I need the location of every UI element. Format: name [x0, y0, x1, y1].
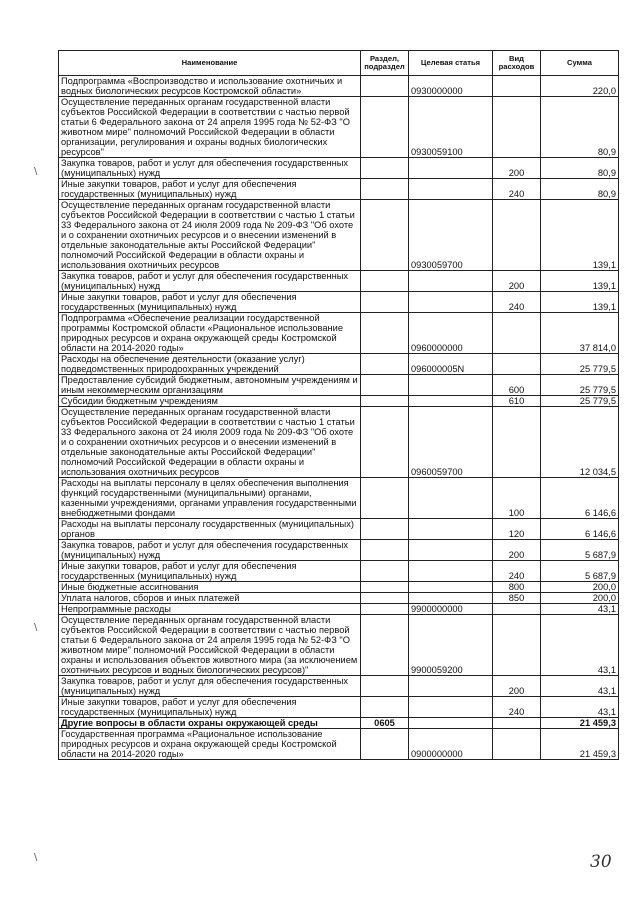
table-row: [59, 158, 619, 179]
cell-summa: 37 814,0: [541, 313, 619, 354]
cell-vid: [493, 729, 541, 760]
cell-celevaya: [409, 540, 493, 561]
cell-name: Иные бюджетные ассигнования: [59, 582, 361, 593]
cell-celevaya: [409, 292, 493, 313]
cell-summa: 80,9: [541, 179, 619, 200]
page-number: 30: [590, 852, 612, 872]
cell-summa: 200,0: [541, 593, 619, 604]
cell-razdel: 0605: [361, 718, 409, 729]
cell-vid: 200: [493, 676, 541, 697]
cell-summa: 200,0: [541, 582, 619, 593]
cell-celevaya: 9900059200: [409, 615, 493, 676]
cell-vid: 240: [493, 292, 541, 313]
cell-name: Иные закупки товаров, работ и услуг для обеспечения государственных (муниципальных) нужд: [59, 292, 361, 313]
table-row: [59, 540, 619, 561]
cell-razdel: [361, 375, 409, 396]
table-body: [59, 76, 619, 760]
header-razdel: Раздел, подраздел: [361, 51, 409, 76]
cell-name: Расходы на выплаты персоналу государственных (муниципальных) органов: [59, 519, 361, 540]
cell-razdel: [361, 729, 409, 760]
cell-summa: 80,9: [541, 97, 619, 158]
table-row: [59, 97, 619, 158]
cell-celevaya: 0960059700: [409, 407, 493, 478]
cell-vid: [493, 200, 541, 271]
cell-vid: 200: [493, 271, 541, 292]
margin-mark: \: [34, 852, 38, 863]
cell-name: Подпрограмма «Обеспечение реализации государственной программы Костромской области «Рациональное использование природных ресурсов и охрана окружающей среды Костромской области на 2014-2020 годы»: [59, 313, 361, 354]
cell-vid: 200: [493, 158, 541, 179]
cell-vid: 200: [493, 540, 541, 561]
table-row: [59, 354, 619, 375]
margin-mark: \: [34, 166, 38, 177]
cell-razdel: [361, 676, 409, 697]
cell-summa: 43,1: [541, 697, 619, 718]
cell-vid: [493, 76, 541, 97]
cell-vid: [493, 407, 541, 478]
cell-name: Подпрограмма «Воспроизводство и использование охотничьих и водных биологических ресурсов Костромской области»: [59, 76, 361, 97]
cell-razdel: [361, 604, 409, 615]
cell-celevaya: [409, 519, 493, 540]
cell-celevaya: 0930059700: [409, 200, 493, 271]
cell-razdel: [361, 478, 409, 519]
cell-vid: 100: [493, 478, 541, 519]
cell-razdel: [361, 519, 409, 540]
table-row: [59, 200, 619, 271]
cell-celevaya: [409, 396, 493, 407]
cell-summa: 43,1: [541, 676, 619, 697]
table-row: [59, 582, 619, 593]
cell-summa: 5 687,9: [541, 561, 619, 582]
cell-name: Государственная программа «Рациональное использование природных ресурсов и охрана окружающей среды Костромской области на 2014-2020 годы»: [59, 729, 361, 760]
cell-vid: 240: [493, 697, 541, 718]
cell-celevaya: [409, 676, 493, 697]
cell-razdel: [361, 158, 409, 179]
cell-razdel: [361, 271, 409, 292]
table-header: [59, 51, 619, 76]
cell-razdel: [361, 179, 409, 200]
table-row: [59, 593, 619, 604]
cell-name: Предоставление субсидий бюджетным, автономным учреждениям и иным некоммерческим организациям: [59, 375, 361, 396]
cell-name: Осуществление переданных органам государственной власти субъектов Российской Федерации в соответствии с частью 1 статьи 33 Федерального закона от 24 июля 2009 года № 209-ФЗ "Об охоте и о сохранении охотничьих ресурсов и о внесении изменений в отдельные законодательные акты Российской Федерации" полномочий Российской Федерации в области охраны и использования охотничьих ресурсов: [59, 407, 361, 478]
cell-vid: 800: [493, 582, 541, 593]
cell-vid: 850: [493, 593, 541, 604]
cell-celevaya: [409, 375, 493, 396]
table-row: [59, 292, 619, 313]
cell-summa: 21 459,3: [541, 718, 619, 729]
cell-celevaya: 0930000000: [409, 76, 493, 97]
cell-summa: 80,9: [541, 158, 619, 179]
table-row: [59, 396, 619, 407]
cell-razdel: [361, 615, 409, 676]
cell-summa: 139,1: [541, 271, 619, 292]
cell-name: Закупка товаров, работ и услуг для обеспечения государственных (муниципальных) нужд: [59, 158, 361, 179]
table-row: [59, 478, 619, 519]
cell-celevaya: 0960000000: [409, 313, 493, 354]
cell-celevaya: [409, 582, 493, 593]
cell-razdel: [361, 354, 409, 375]
cell-celevaya: [409, 158, 493, 179]
cell-summa: 43,1: [541, 604, 619, 615]
cell-razdel: [361, 561, 409, 582]
header-name: Наименование: [59, 51, 361, 76]
table-row: [59, 561, 619, 582]
cell-summa: 21 459,3: [541, 729, 619, 760]
table-row: [59, 407, 619, 478]
cell-vid: 240: [493, 179, 541, 200]
cell-vid: 600: [493, 375, 541, 396]
cell-name: Субсидии бюджетным учреждениям: [59, 396, 361, 407]
table-row: [59, 519, 619, 540]
cell-celevaya: [409, 271, 493, 292]
cell-razdel: [361, 540, 409, 561]
cell-razdel: [361, 292, 409, 313]
margin-mark: \: [34, 622, 38, 633]
cell-vid: [493, 354, 541, 375]
cell-razdel: [361, 396, 409, 407]
cell-razdel: [361, 200, 409, 271]
header-vid: Вид расходов: [493, 51, 541, 76]
cell-summa: 25 779,5: [541, 354, 619, 375]
cell-celevaya: 0930059100: [409, 97, 493, 158]
cell-summa: 43,1: [541, 615, 619, 676]
cell-name: Иные закупки товаров, работ и услуг для обеспечения государственных (муниципальных) нужд: [59, 179, 361, 200]
table-row: [59, 313, 619, 354]
cell-name: Непрограммные расходы: [59, 604, 361, 615]
cell-razdel: [361, 593, 409, 604]
cell-name: Закупка товаров, работ и услуг для обеспечения государственных (муниципальных) нужд: [59, 676, 361, 697]
table-row: [59, 179, 619, 200]
cell-vid: 240: [493, 561, 541, 582]
cell-vid: 610: [493, 396, 541, 407]
cell-celevaya: [409, 561, 493, 582]
cell-celevaya: [409, 593, 493, 604]
cell-celevaya: [409, 697, 493, 718]
table-row: [59, 604, 619, 615]
cell-name: Расходы на обеспечение деятельности (оказание услуг) подведомственных природоохранных учреждений: [59, 354, 361, 375]
cell-summa: 220,0: [541, 76, 619, 97]
header-summa: Сумма: [541, 51, 619, 76]
cell-name: Осуществление переданных органам государственной власти субъектов Российской Федерации в соответствии с частью первой статьи 6 Федерального закона от 24 апреля 1995 года № 52-ФЗ "О животном мире" полномочий Российской Федерации в области охраны и использования объектов животного мира (за исключением охотничьих ресурсов и водных биологических ресурсов)": [59, 615, 361, 676]
table-row: [59, 375, 619, 396]
budget-table: [58, 50, 619, 760]
cell-celevaya: [409, 179, 493, 200]
table-row: [59, 697, 619, 718]
cell-razdel: [361, 76, 409, 97]
table-row: [59, 615, 619, 676]
cell-name: Расходы на выплаты персоналу в целях обеспечения выполнения функций государственными (муниципальными) органами, казенными учреждениями, органами управления государственными внебюджетными фондами: [59, 478, 361, 519]
cell-celevaya: 096000005N: [409, 354, 493, 375]
cell-name: Иные закупки товаров, работ и услуг для обеспечения государственных (муниципальных) нужд: [59, 561, 361, 582]
cell-vid: [493, 718, 541, 729]
cell-vid: 120: [493, 519, 541, 540]
cell-name: Уплата налогов, сборов и иных платежей: [59, 593, 361, 604]
cell-celevaya: 0900000000: [409, 729, 493, 760]
cell-summa: 25 779,5: [541, 375, 619, 396]
cell-summa: 139,1: [541, 200, 619, 271]
cell-vid: [493, 615, 541, 676]
cell-name: Другие вопросы в области охраны окружающей среды: [59, 718, 361, 729]
cell-name: Осуществление переданных органам государственной власти субъектов Российской Федерации в соответствии с частью 1 статьи 33 Федерального закона от 24 июля 2009 года № 209-ФЗ "Об охоте и о сохранении охотничьих ресурсов и о внесении изменений в отдельные законодательные акты Российской Федерации" полномочий Российской Федерации в области охраны и использования охотничьих ресурсов: [59, 200, 361, 271]
table-row: [59, 676, 619, 697]
cell-vid: [493, 97, 541, 158]
cell-razdel: [361, 97, 409, 158]
cell-name: Осуществление переданных органам государственной власти субъектов Российской Федерации в соответствии с частью первой статьи 6 Федерального закона от 24 апреля 1995 года № 52-ФЗ "О животном мире" полномочий Российской Федерации в области организации, регулирования и охраны водных биологических ресурсов": [59, 97, 361, 158]
cell-name: Иные закупки товаров, работ и услуг для обеспечения государственных (муниципальных) нужд: [59, 697, 361, 718]
cell-razdel: [361, 407, 409, 478]
cell-razdel: [361, 313, 409, 354]
cell-vid: [493, 313, 541, 354]
table-row: [59, 729, 619, 760]
cell-celevaya: 9900000000: [409, 604, 493, 615]
cell-razdel: [361, 697, 409, 718]
cell-celevaya: [409, 478, 493, 519]
table-row: [59, 271, 619, 292]
cell-summa: 5 687,9: [541, 540, 619, 561]
table-row: [59, 718, 619, 729]
cell-summa: 139,1: [541, 292, 619, 313]
table-row: [59, 76, 619, 97]
cell-summa: 12 034,5: [541, 407, 619, 478]
cell-summa: 6 146,6: [541, 519, 619, 540]
cell-name: Закупка товаров, работ и услуг для обеспечения государственных (муниципальных) нужд: [59, 540, 361, 561]
cell-name: Закупка товаров, работ и услуг для обеспечения государственных (муниципальных) нужд: [59, 271, 361, 292]
cell-summa: 25 779,5: [541, 396, 619, 407]
cell-summa: 6 146,6: [541, 478, 619, 519]
header-celevaya: Целевая статья: [409, 51, 493, 76]
cell-razdel: [361, 582, 409, 593]
cell-celevaya: [409, 718, 493, 729]
cell-vid: [493, 604, 541, 615]
